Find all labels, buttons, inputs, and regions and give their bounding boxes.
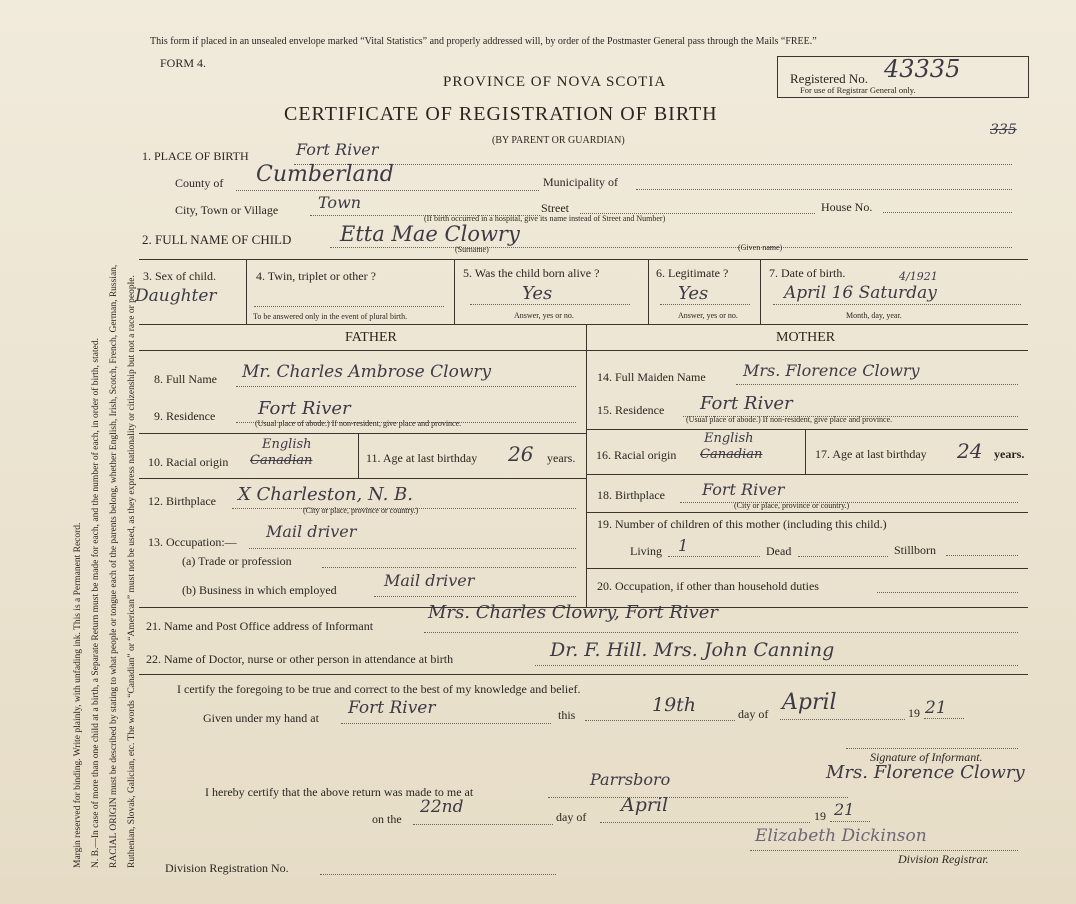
registrar-text: I hereby certify that the above return was made to me at (205, 785, 474, 799)
mother-racial-label: 16. Racial origin (596, 448, 677, 462)
registered-label: Registered No. (790, 71, 868, 86)
informant-signature-label: Signature of Informant. (870, 750, 983, 764)
father-age-unit: years. (547, 451, 576, 465)
mother-racial-correction: English (704, 431, 754, 446)
mother-stillborn-label: Stillborn (894, 543, 937, 557)
margin-note-3: RACIAL ORIGIN must be described by stating to what people or tongue each of the parents belong, whether English, Irish, Scotch, French, German, Russian, (109, 264, 119, 868)
father-residence-label: 9. Residence (154, 409, 216, 423)
county-label: County of (175, 176, 224, 190)
surname-note: (Surname) (455, 245, 489, 254)
registrar-signature-label: Division Registrar. (898, 852, 989, 866)
margin-note-2: N. B.—In case of more than one child at a birth, a Separate Return must be made for each, and the number of each, in order of birth, stated. (91, 338, 101, 868)
twin-note: To be answered only in the event of plural birth. (253, 312, 408, 321)
father-birthplace-value: X Charleston, N. B. (238, 484, 413, 505)
father-racial-correction: English (262, 437, 312, 452)
date-of-birth-value: April 16 Saturday (784, 283, 937, 303)
given-under-label: Given under my hand at (203, 711, 319, 725)
day-of-label: day of (738, 707, 769, 721)
child-name-value: Etta Mae Clowry (340, 222, 520, 246)
hospital-note: (If birth occurred in a hospital, give its name instead of Street and Number) (424, 214, 666, 223)
certify-text: I certify the foregoing to be true and correct to the best of my knowledge and belief. (177, 682, 581, 696)
given-year-value: 21 (925, 698, 947, 718)
registered-number: 43335 (884, 55, 961, 83)
mother-residence-value: Fort River (700, 393, 793, 414)
division-registration-label: Division Registration No. (165, 861, 289, 875)
informant-value: Mrs. Charles Clowry, Fort River (428, 602, 719, 623)
margin-note-4: Ruthenian, Slovak, Galician, etc. The words “Canadian” or “American” must not be used, as they express nationality or citizenship but not a race or people. (127, 275, 137, 868)
father-residence-note: (Usual place of abode.) If non-resident, give place and province. (255, 419, 462, 428)
mother-dead-label: Dead (766, 544, 792, 558)
given-month-value: April (782, 690, 837, 715)
father-age-label: 11. Age at last birthday (366, 451, 478, 465)
father-age-value: 26 (508, 442, 534, 466)
date-of-birth-extra: 4/1921 (899, 270, 938, 283)
municipality-label: Municipality of (543, 175, 618, 189)
registrar-year-prefix: 19 (814, 809, 826, 823)
informant-label: 21. Name and Post Office address of Informant (146, 619, 374, 633)
doctor-value: Dr. F. Hill. Mrs. John Canning (550, 639, 835, 661)
header-note: This form if placed in an unsealed envelope marked “Vital Statistics” and properly addressed will, by order of the Postmaster General pass through the Mails “FREE.” (150, 36, 817, 47)
twin-label: 4. Twin, triplet or other ? (256, 269, 376, 283)
page-subtitle: (BY PARENT OR GUARDIAN) (492, 135, 625, 146)
given-year-prefix: 19 (908, 706, 920, 720)
mother-name-label: 14. Full Maiden Name (597, 370, 706, 384)
alive-value: Yes (522, 283, 553, 304)
on-the-label: on the (372, 812, 402, 826)
child-name-label: 2. FULL NAME OF CHILD (142, 232, 292, 247)
mother-birthplace-label: 18. Birthplace (597, 488, 665, 502)
mother-birthplace-value: Fort River (702, 480, 785, 499)
mother-heading: MOTHER (776, 330, 836, 345)
registrar-day-value: 22nd (420, 797, 464, 817)
sex-label: 3. Sex of child. (143, 269, 216, 283)
father-heading: FATHER (345, 330, 397, 345)
given-day-value: 19th (652, 694, 697, 716)
city-label: City, Town or Village (175, 203, 279, 217)
mother-racial-value: Canadian (700, 447, 763, 462)
legitimate-value: Yes (678, 283, 709, 304)
legitimate-label: 6. Legitimate ? (656, 266, 729, 280)
mother-occupation-label: 20. Occupation, if other than household duties (597, 579, 819, 593)
given-name-note: (Given name) (738, 243, 783, 252)
this-label: this (558, 708, 576, 722)
street-label: Street (541, 201, 569, 215)
father-occupation-label: 13. Occupation:— (148, 535, 237, 549)
mother-age-label: 17. Age at last birthday (815, 447, 927, 461)
father-occupation-value: Mail driver (266, 522, 357, 541)
alive-label: 5. Was the child born alive ? (463, 266, 600, 280)
father-racial-label: 10. Racial origin (148, 455, 229, 469)
registrar-signature-value: Elizabeth Dickinson (755, 826, 927, 846)
registered-note: For use of Registrar General only. (800, 85, 916, 95)
father-residence-value: Fort River (258, 398, 351, 419)
registrar-place: Parrsboro (590, 770, 671, 789)
mother-living-label: Living (630, 544, 662, 558)
father-birthplace-label: 12. Birthplace (148, 494, 216, 508)
registrar-day-of: day of (556, 810, 587, 824)
stamp-number: 335 (990, 122, 1017, 138)
informant-signature-value: Mrs. Florence Clowry (826, 762, 1025, 783)
city-value: Town (318, 193, 362, 212)
father-birthplace-note: (City or place, province or country.) (303, 506, 419, 515)
house-no-label: House No. (821, 200, 873, 214)
mother-birthplace-note: (City or place, province or country.) (734, 501, 850, 510)
father-trade-label: (a) Trade or profession (182, 554, 292, 568)
mother-residence-note: (Usual place of abode.) If non-resident, give place and province. (686, 415, 893, 424)
legitimate-note: Answer, yes or no. (678, 311, 738, 320)
given-place-value: Fort River (348, 698, 436, 718)
registrar-year-value: 21 (834, 800, 855, 819)
page-title: CERTIFICATE OF REGISTRATION OF BIRTH (284, 103, 718, 125)
date-of-birth-note: Month, day, year. (846, 311, 902, 320)
county-value: Cumberland (256, 162, 394, 187)
mother-living-value: 1 (678, 536, 689, 555)
father-business-label: (b) Business in which employed (182, 583, 337, 597)
margin-note-1: Margin reserved for binding. Write plainly, with unfading ink. This is a Permanent Record. (73, 522, 83, 868)
province-title: PROVINCE OF NOVA SCOTIA (443, 74, 667, 90)
mother-children-label: 19. Number of children of this mother (including this child.) (597, 517, 887, 531)
alive-note: Answer, yes or no. (514, 311, 574, 320)
father-racial-value: Canadian (250, 453, 313, 468)
registrar-month-value: April (621, 794, 669, 816)
sex-value: Daughter (135, 286, 217, 306)
mother-age-unit: years. (994, 447, 1025, 461)
mother-age-value: 24 (957, 439, 983, 463)
doctor-label: 22. Name of Doctor, nurse or other person in attendance at birth (146, 652, 454, 666)
form-number: FORM 4. (160, 56, 207, 70)
date-of-birth-label: 7. Date of birth. (769, 266, 846, 280)
place-of-birth-value: Fort River (296, 140, 379, 159)
father-business-value: Mail driver (384, 571, 475, 590)
mother-residence-label: 15. Residence (597, 403, 665, 417)
father-name-value: Mr. Charles Ambrose Clowry (242, 362, 492, 382)
place-of-birth-label: 1. PLACE OF BIRTH (142, 149, 249, 163)
father-name-label: 8. Full Name (154, 372, 217, 386)
mother-name-value: Mrs. Florence Clowry (743, 361, 920, 380)
